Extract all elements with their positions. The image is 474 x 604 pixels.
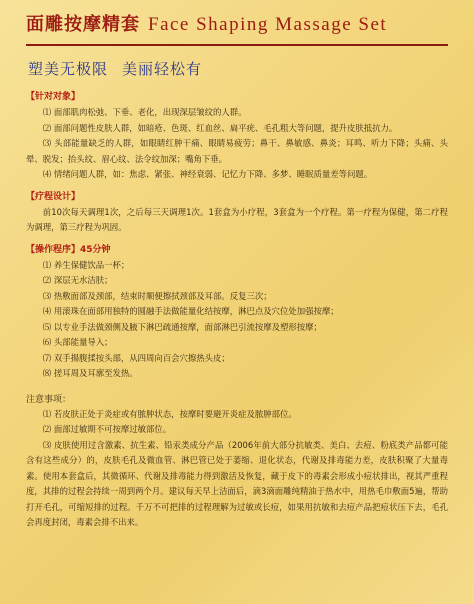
slogan-part-2: 美丽轻松有	[122, 60, 203, 78]
target-item-1: ⑴ 面部肌肉松弛、下垂、老化，出现深层皱纹的人群。	[42, 107, 247, 117]
title-divider	[26, 44, 448, 46]
course-section	[26, 189, 448, 236]
title-english: Face Shaping Massage Set	[148, 14, 388, 35]
notes-section	[26, 392, 448, 531]
course-text: 前10次每天调理1次，之后每三天调理1次。1套盒为小疗程，3套盒为一个疗程。第一疗程为保健，第二疗程为调理，第三疗程为巩固。	[26, 206, 448, 232]
procedure-step: ⑹ 头部能量导入；	[42, 337, 113, 347]
procedure-step: ⑴ 养生保健饮品一杯；	[42, 259, 130, 270]
note-2: ⑵ 面部过敏期不可按摩过敏部位。	[42, 424, 172, 434]
note-1: ⑴ 若皮肤正处于炎症或有脓肿状态，按摩时要避开炎症及脓肿部位。	[42, 408, 297, 419]
procedure-section	[26, 242, 448, 382]
target-item-2: ⑵ 面部问题性皮肤人群，如暗疮、色斑、红血丝、扁平疣、毛孔粗大等问题，提升皮肤抵抗力。	[42, 122, 398, 133]
target-item-4: ⑷ 情绪问题人群，如：焦虑、紧张、神经衰弱、记忆力下降、多梦、睡眠质量差等问题。	[42, 169, 373, 179]
procedure-step: ⑸ 以专业手法做颈侧及腋下淋巴疏通按摩，面部淋巴引流按摩及塑形按摩；	[42, 321, 322, 332]
notes-heading: 注意事项：	[26, 394, 72, 405]
procedure-heading: 【操作程序】45分钟	[26, 244, 111, 255]
title-row	[26, 10, 448, 40]
procedure-step: ⑶ 热敷面部及颈部，结束时顺便擦拭颈部及耳部。反复三次；	[42, 290, 272, 301]
note-3: ⑶ 皮肤使用过含激素、抗生素、铅汞类成分产品（2006年前大部分抗敏类、美白、去痘、粉底类产品都可能含有这些成分）的，皮肤毛孔及微血管、淋巴管已处于萎缩、退化状态，代谢及排毒能力差，皮肤积聚了大量毒素。使用本套盒后，其微循环、代谢及排毒能力得到激活及恢复，藏于皮下的毒素会形成小痘状排出，视其严重程度，其排的过程会持续一周到两个月。建议每天早上洁面后，滴3滴面雕纯精油于热水中，用热毛巾敷面5遍，帮助打开毛孔，可缩短排的过程。千万不可把排的过程理解为过敏或长痘，如果用抗敏和去痘产品把痘状压下去，毛孔会再度封闭，毒素会排不出来。	[26, 439, 448, 527]
title-chinese: 面雕按摩精套	[26, 14, 140, 35]
target-item-3: ⑶ 头部能量缺乏的人群，如眼睛红肿干痛、眼睛易疲劳；鼻干、鼻敏感、鼻炎；耳鸣、听力下降；头痛、头晕、脱发；抬头纹、眉心纹、法令纹加深；嘴角下垂。	[26, 138, 448, 164]
slogan-part-1: 塑美无极限	[28, 60, 109, 78]
procedure-step: ⑺ 双手揚腹揉按头部，从四周向百会穴擦热头皮；	[42, 352, 230, 363]
target-heading: 【针对对象】	[26, 92, 81, 102]
slogan	[28, 58, 448, 79]
procedure-step: ⑵ 深层无水洁肤；	[42, 275, 113, 285]
course-heading: 【疗程设计】	[26, 191, 81, 202]
procedure-step: ⑻ 搓耳周及耳廓至发热。	[42, 368, 138, 378]
target-section	[26, 89, 448, 183]
procedure-step: ⑷ 用滚珠在面部用独特的圆融手法做能量化结按摩，淋巴点及穴位处加强按摩；	[42, 306, 339, 316]
